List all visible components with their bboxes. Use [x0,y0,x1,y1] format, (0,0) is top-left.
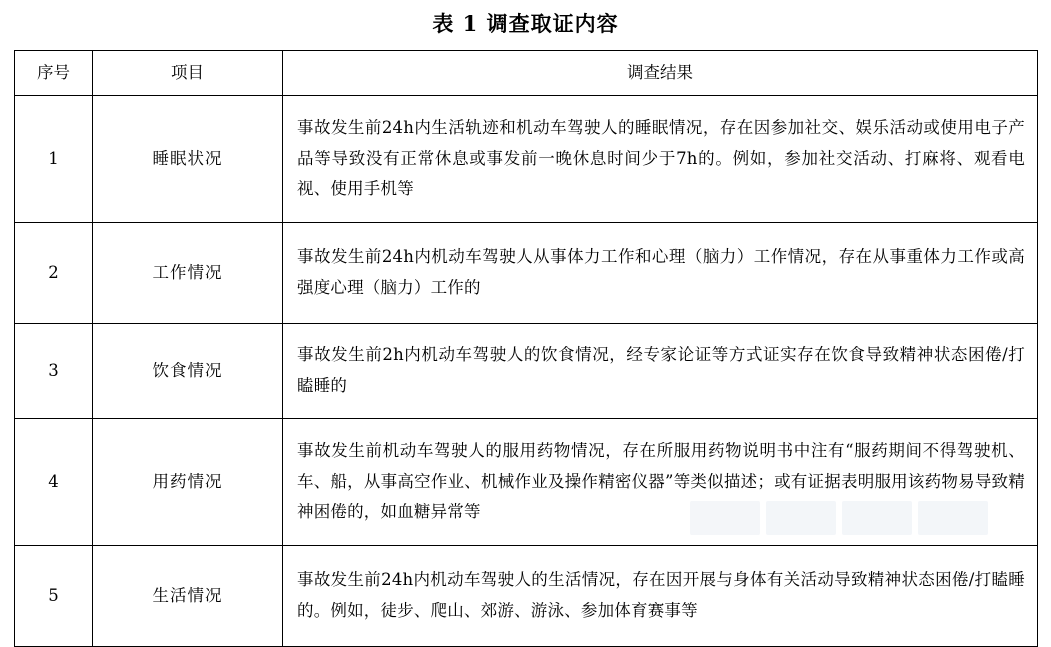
table-header [15,51,1038,96]
survey-table [14,50,1038,647]
cell-result: 事故发生前2h内机动车驾驶人的饮食情况，经专家论证等方式证实存在饮食导致精神状态困倦/打瞌睡的 [283,324,1038,419]
page-title: 表 1 调查取证内容 [432,11,619,36]
cell-item: 用药情况 [93,419,283,546]
table-body [15,96,1038,647]
cell-result: 事故发生前24h内生活轨迹和机动车驾驶人的睡眠情况，存在因参加社交、娱乐活动或使用电子产品等导致没有正常休息或事发前一晚休息时间少于7h的。例如，参加社交活动、打麻将、观看电视、使用手机等 [283,96,1038,223]
column-header-result: 调查结果 [283,51,1038,96]
column-header-item: 项目 [93,51,283,96]
cell-no: 2 [15,223,93,324]
table-row [15,96,1038,223]
cell-no: 4 [15,419,93,546]
cell-item: 睡眠状况 [93,96,283,223]
cell-no: 3 [15,324,93,419]
cell-result: 事故发生前24h内机动车驾驶人从事体力工作和心理（脑力）工作情况，存在从事重体力工作或高强度心理（脑力）工作的 [283,223,1038,324]
table-row [15,324,1038,419]
table-row [15,419,1038,546]
cell-no: 1 [15,96,93,223]
cell-result: 事故发生前24h内机动车驾驶人的生活情况，存在因开展与身体有关活动导致精神状态困倦/打瞌睡的。例如，徒步、爬山、郊游、游泳、参加体育赛事等 [283,546,1038,647]
table-row [15,546,1038,647]
cell-item: 工作情况 [93,223,283,324]
cell-result: 事故发生前机动车驾驶人的服用药物情况，存在所服用药物说明书中注有“服药期间不得驾驶机、车、船，从事高空作业、机械作业及操作精密仪器”等类似描述；或有证据表明服用该药物易导致精神困倦的，如血糖异常等 [283,419,1038,546]
table-header-row [15,51,1038,96]
table-row [15,223,1038,324]
cell-no: 5 [15,546,93,647]
table-container [0,50,1051,647]
cell-item: 生活情况 [93,546,283,647]
cell-item: 饮食情况 [93,324,283,419]
column-header-no: 序号 [15,51,93,96]
